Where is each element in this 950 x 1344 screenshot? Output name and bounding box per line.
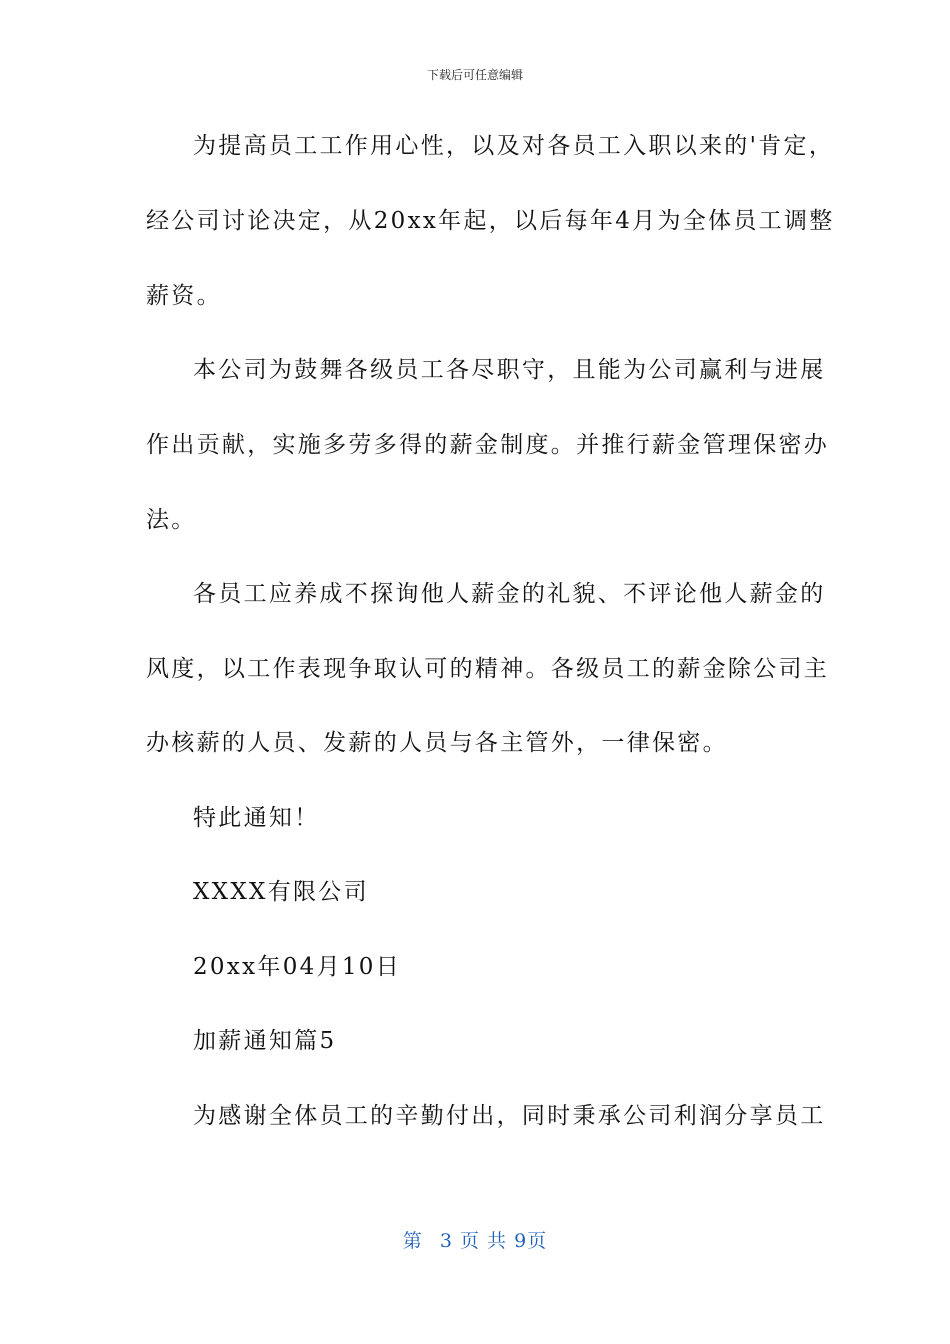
body-line-2: 经公司讨论决定，从20xx年起，以后每年4月为全体员工调整 [146, 208, 835, 234]
footer-label-page: 页 [459, 1230, 480, 1252]
body-line-7: 各员工应养成不探询他人薪金的礼貌、不评论他人薪金的 [193, 581, 826, 607]
body-line-9: 办核薪的人员、发薪的人员与各主管外，一律保密。 [146, 730, 728, 756]
footer-current-page: 3 [439, 1230, 453, 1252]
body-line-14: 为感谢全体员工的辛勤付出，同时秉承公司利润分享员工 [193, 1103, 826, 1129]
body-line-8: 风度，以工作表现争取认可的精神。各级员工的薪金除公司主 [146, 656, 830, 682]
body-line-6: 法。 [146, 507, 197, 533]
closing-notice: 特此通知！ [193, 805, 320, 831]
body-line-3: 薪资。 [146, 283, 222, 309]
body-line-1: 为提高员工工作用心性，以及对各员工入职以来的'肯定， [193, 133, 835, 159]
page-header: 下载后可任意编辑 [426, 68, 523, 82]
body-line-5: 作出贡献，实施多劳多得的薪金制度。并推行薪金管理保密办 [146, 432, 830, 458]
body-line-4: 本公司为鼓舞各级员工各尽职守，且能为公司赢利与进展 [193, 357, 826, 383]
footer-label-prefix: 第 [402, 1230, 423, 1252]
company-name: XXXX有限公司 [193, 879, 369, 905]
page-footer [0, 1226, 950, 1253]
section-title: 加薪通知篇5 [193, 1028, 337, 1054]
footer-total-pages: 9页 [514, 1230, 548, 1252]
footer-label-total: 共 [487, 1230, 508, 1252]
notice-date: 20xx年04月10日 [193, 954, 402, 980]
